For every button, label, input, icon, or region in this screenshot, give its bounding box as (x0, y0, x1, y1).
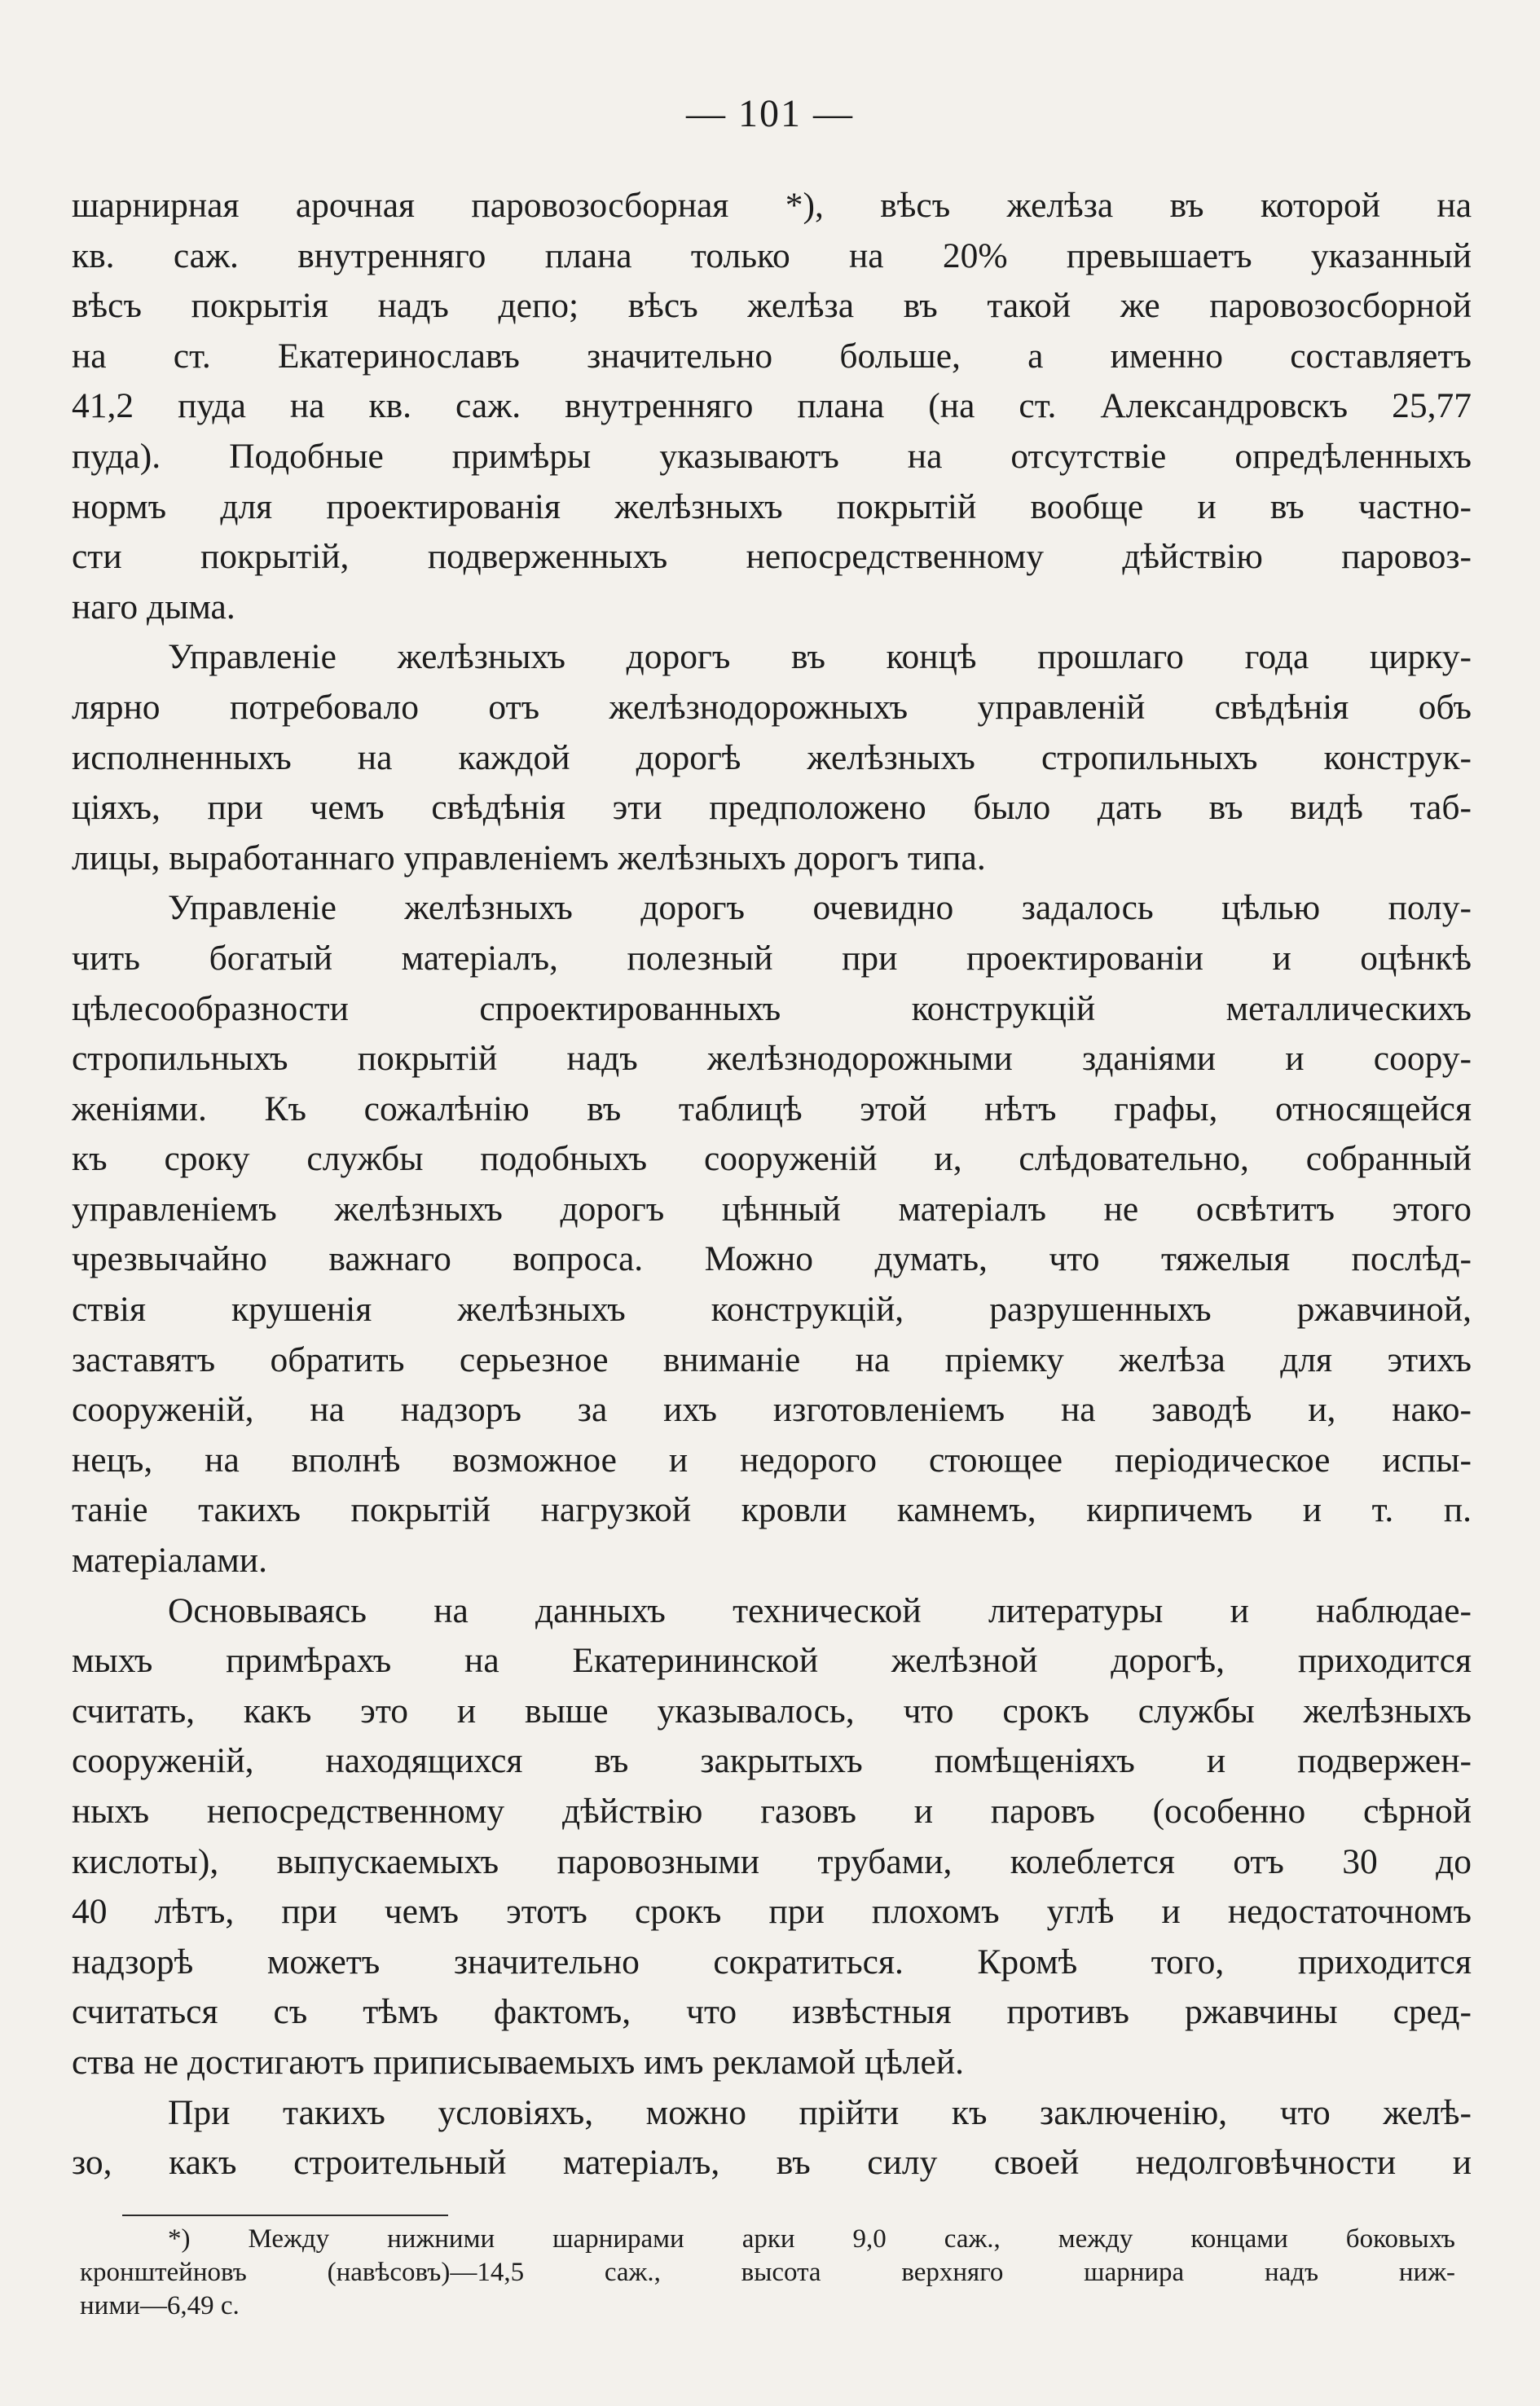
page-number: — 101 — (686, 92, 854, 135)
footnote-line: кронштейновъ (навѣсовъ)—14,5 саж., высота верхняго шарнира надъ ниж- (80, 2258, 1455, 2287)
text-line: ціяхъ, при чемъ свѣдѣнія эти предположено было дать въ видѣ таб- (72, 788, 1472, 828)
text-line: чрезвычайно важнаго вопроса. Можно думать, что тяжелыя послѣд- (72, 1239, 1472, 1279)
text-line: стропильныхъ покрытій надъ желѣзнодорожными зданіями и соору- (72, 1039, 1472, 1079)
footnote-line: *) Между нижними шарнирами арки 9,0 саж., между концами боковыхъ (168, 2224, 1455, 2254)
text-line: лицы, выработаннаго управленіемъ желѣзныхъ дорогъ типа. (72, 838, 986, 878)
text-line: зо, какъ строительный матеріалъ, въ силу своей недолговѣчности и (72, 2143, 1472, 2183)
text-line: чить богатый матеріалъ, полезный при проектированіи и оцѣнкѣ (72, 938, 1472, 978)
text-line: считаться съ тѣмъ фактомъ, что извѣстныя противъ ржавчины сред- (72, 1992, 1472, 2032)
text-line: считать, какъ это и выше указывалось, что срокъ службы желѣзныхъ (72, 1691, 1472, 1731)
text-line: нормъ для проектированія желѣзныхъ покрытій вообще и въ частно- (72, 486, 1472, 526)
text-line: исполненныхъ на каждой дорогѣ желѣзныхъ стропильныхъ конструк- (72, 737, 1472, 777)
text-line: матеріалами. (72, 1541, 267, 1581)
text-line: 40 лѣтъ, при чемъ этотъ срокъ при плохомъ углѣ и недостаточномъ (72, 1892, 1472, 1932)
text-line: ствія крушенія желѣзныхъ конструкцій, разрушенныхъ ржавчиной, (72, 1290, 1472, 1330)
text-line: 41,2 пуда на кв. саж. внутренняго плана (на ст. Александровскъ 25,77 (72, 386, 1472, 426)
body-text (72, 181, 1472, 2188)
text-line: Управленіе желѣзныхъ дорогъ въ концѣ прошлаго года цирку- (168, 637, 1472, 677)
text-line: шарнирная арочная паровозосборная *), вѣсъ желѣза въ которой на (72, 186, 1472, 225)
text-line: Основываясь на данныхъ технической литературы и наблюдае- (168, 1590, 1472, 1630)
text-line: таніе такихъ покрытій нагрузкой кровли камнемъ, кирпичемъ и т. п. (72, 1490, 1472, 1530)
footnote (80, 2223, 1455, 2323)
text-line: сооруженій, находящихся въ закрытыхъ помѣщеніяхъ и подвержен- (72, 1741, 1472, 1781)
text-line: Управленіе желѣзныхъ дорогъ очевидно задалось цѣлью полу- (168, 888, 1472, 928)
text-line: на ст. Екатеринославъ значительно больше, а именно составляетъ (72, 336, 1472, 376)
text-line: цѣлесообразности спроектированныхъ конструкцій металлическихъ (72, 988, 1472, 1028)
text-line: къ сроку службы подобныхъ сооруженій и, слѣдовательно, собранный (72, 1139, 1472, 1179)
text-line: заставятъ обратить серьезное вниманіе на пріемку желѣза для этихъ (72, 1339, 1472, 1379)
text-line: ства не достигаютъ приписываемыхъ имъ рекламой цѣлей. (72, 2042, 965, 2082)
text-line: лярно потребовало отъ желѣзнодорожныхъ управленій свѣдѣнія объ (72, 687, 1472, 727)
text-line: надзорѣ можетъ значительно сократиться. Кромѣ того, приходится (72, 1942, 1472, 1982)
text-line: женіями. Къ сожалѣнію въ таблицѣ этой нѣтъ графы, относящейся (72, 1089, 1472, 1128)
text-line: мыхъ примѣрахъ на Екатерининской желѣзной дорогѣ, приходится (72, 1641, 1472, 1681)
text-line: кислоты), выпускаемыхъ паровозными трубами, колеблется отъ 30 до (72, 1841, 1472, 1881)
text-line: сооруженій, на надзоръ за ихъ изготовленіемъ на заводѣ и, нако- (72, 1390, 1472, 1430)
text-line: управленіемъ желѣзныхъ дорогъ цѣнный матеріалъ не освѣтитъ этого (72, 1189, 1472, 1229)
text-line: наго дыма. (72, 587, 235, 627)
text-line: При такихъ условіяхъ, можно прійти къ заключенію, что желѣ- (168, 2092, 1472, 2132)
text-line: ныхъ непосредственному дѣйствію газовъ и паровъ (особенно сѣрной (72, 1792, 1472, 1831)
text-line: сти покрытій, подверженныхъ непосредственному дѣйствію паровоз- (72, 537, 1472, 577)
text-line: вѣсъ покрытія надъ депо; вѣсъ желѣза въ такой же паровозосборной (72, 286, 1472, 326)
text-line: кв. саж. внутренняго плана только на 20% превышаетъ указанный (72, 235, 1472, 275)
text-line: пуда). Подобные примѣры указываютъ на отсутствіе опредѣленныхъ (72, 436, 1472, 476)
footnote-line: ними—6,49 с. (80, 2291, 240, 2320)
text-line: нецъ, на вполнѣ возможное и недорого стоющее періодическое испы- (72, 1440, 1472, 1480)
footnote-divider (122, 2215, 448, 2216)
